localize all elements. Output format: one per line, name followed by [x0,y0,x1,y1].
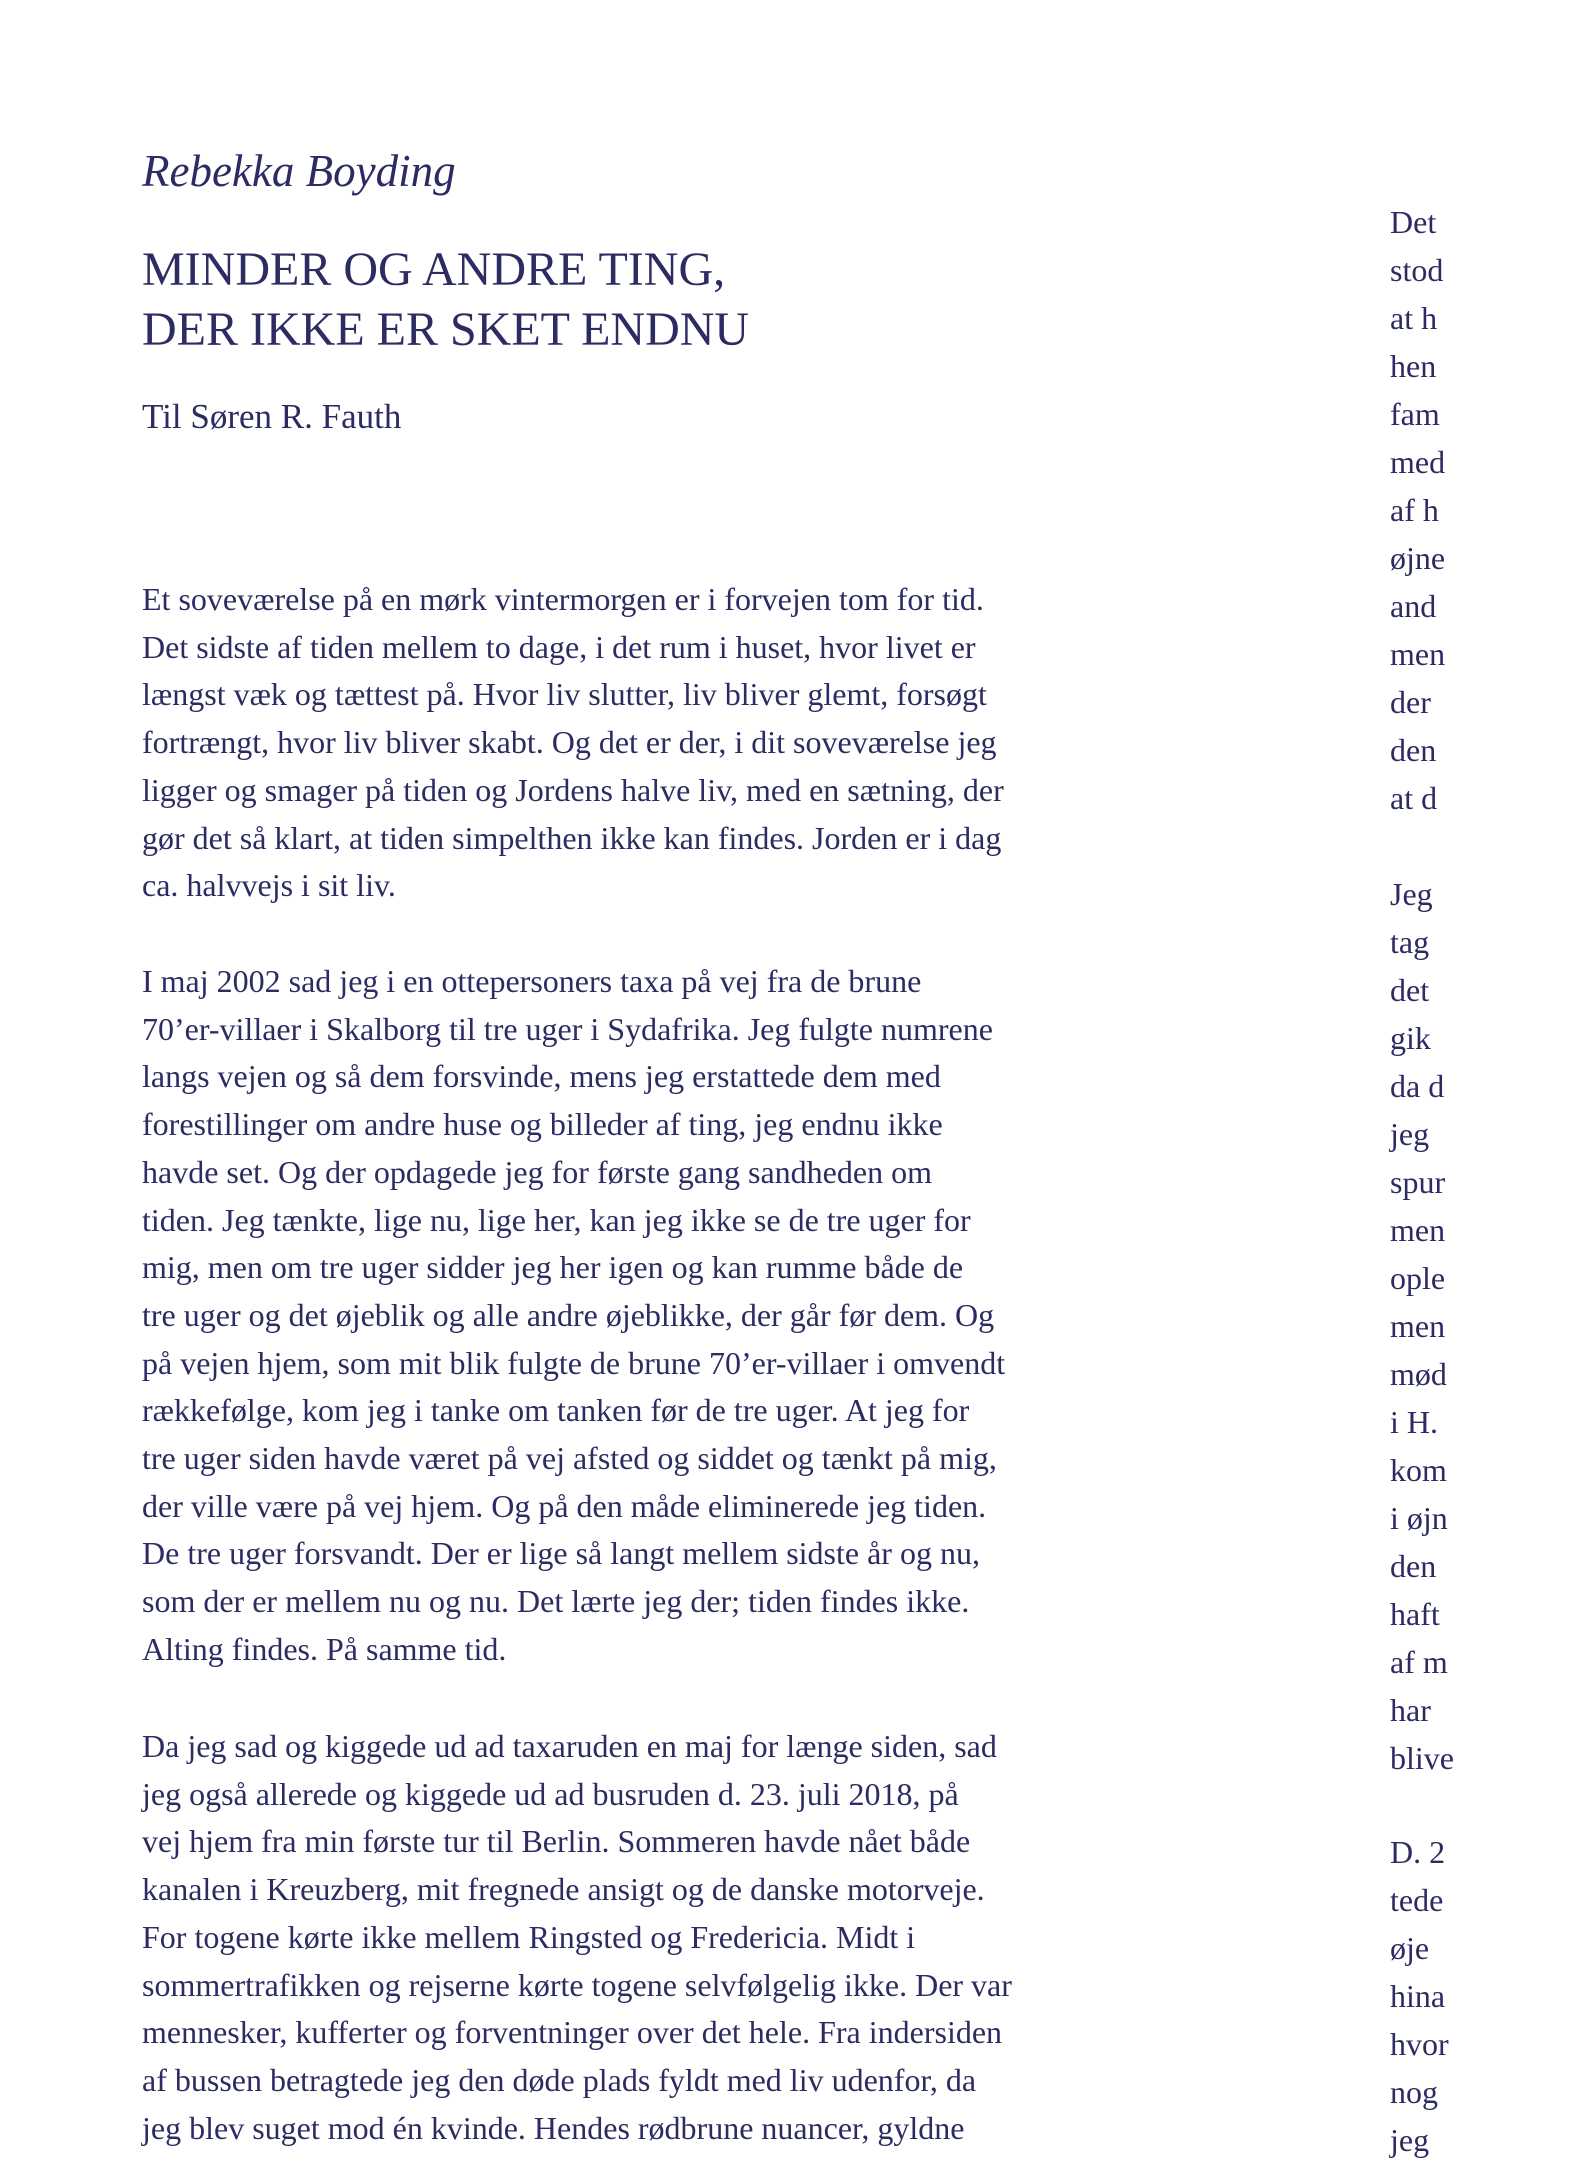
text-line: Alting findes. På samme tid. [142,1630,507,1667]
text-line: ligger og smager på tiden og Jordens halve liv, med en sætning, der [142,771,1004,808]
text-line: vej hjem fra min første tur til Berlin. Sommeren havde nået både [142,1823,971,1860]
text-fragment: med [1390,444,1446,480]
text-fragment: det [1390,972,1430,1008]
text-line: mennesker, kufferter og forventninger over det hele. Fra indersiden [142,2014,1003,2051]
text-line: jeg blev suget mod én kvinde. Hendes rødbrune nuancer, gyldne [142,2109,965,2146]
text-fragment: stod [1390,252,1444,288]
text-fragment: Jeg [1390,876,1433,912]
text-line: tre uger siden havde været på vej afsted og siddet og tænkt på mig, [142,1440,997,1477]
text-fragment: nog [1390,2074,1438,2110]
text-fragment: den [1390,1548,1437,1584]
text-fragment: Det [1390,204,1437,240]
text-line: Det sidste af tiden mellem to dage, i det rum i huset, hvor livet er [142,628,976,665]
title-line: MINDER OG ANDRE TING, [142,243,726,296]
text-fragment: har [1390,1692,1431,1728]
text-fragment: blive [1390,1740,1454,1776]
text-line: rækkefølge, kom jeg i tanke om tanken før de tre uger. At jeg for [142,1392,970,1429]
text-fragment: jeg [1390,2122,1430,2158]
text-line: jeg også allerede og kiggede ud ad busruden d. 23. juli 2018, på [142,1775,959,1812]
text-fragment: men [1390,1308,1446,1344]
text-fragment: øje [1390,1930,1430,1966]
text-fragment: ople [1390,1260,1446,1296]
text-line: tre uger og det øjeblik og alle andre øjeblikke, der går før dem. Og [142,1296,995,1333]
text-fragment: den [1390,732,1437,768]
text-fragment: and [1390,588,1437,624]
text-fragment: haft [1390,1596,1440,1632]
text-fragment: da d [1390,1068,1445,1104]
text-line: langs vejen og så dem forsvinde, mens jeg erstattede dem med [142,1058,941,1095]
text-line: kanalen i Kreuzberg, mit fregnede ansigt og de danske motorveje. [142,1871,985,1908]
text-line: af bussen betragtede jeg den døde plads fyldt med liv udenfor, da [142,2061,977,2098]
title-line: DER IKKE ER SKET ENDNU [142,303,750,356]
text-fragment: øjne [1390,540,1446,576]
text-line: sommertrafikken og rejserne kørte togene selvfølgelig ikke. Der var [142,1966,1012,2003]
text-fragment: af h [1390,492,1439,528]
text-line: som der er mellem nu og nu. Det lærte jeg der; tiden findes ikke. [142,1583,970,1620]
text-line: havde set. Og der opdagede jeg for første gang sandheden om [142,1153,932,1190]
text-fragment: men [1390,636,1446,672]
text-fragment: at d [1390,780,1438,816]
text-fragment: kom [1390,1452,1447,1488]
text-fragment: spur [1390,1164,1446,1200]
right-paragraph-1 [1390,198,1445,822]
right-paragraph-2 [1390,870,1454,1782]
text-fragment: jeg [1390,1116,1430,1152]
text-fragment: i øjn [1390,1500,1448,1536]
text-fragment: tag [1390,924,1430,960]
text-line: på vejen hjem, som mit blik fulgte de brune 70’er-villaer i omvendt [142,1344,1006,1381]
text-line: Et soveværelse på en mørk vintermorgen er i forvejen tom for tid. [142,581,984,617]
text-fragment: hen [1390,348,1437,384]
text-fragment: i H. [1390,1404,1438,1440]
text-line: De tre uger forsvandt. Der er lige så langt mellem sidste år og nu, [142,1535,980,1572]
text-fragment: der [1390,684,1431,720]
text-line: forestillinger om andre huse og billeder af ting, jeg endnu ikke [142,1106,943,1143]
paragraph-3 [142,1723,1012,2152]
text-fragment: af m [1390,1644,1448,1680]
text-fragment: D. 2 [1390,1834,1446,1870]
text-fragment: men [1390,1212,1446,1248]
text-fragment: mød [1390,1356,1447,1392]
chapter-title [142,240,749,360]
text-line: Da jeg sad og kiggede ud ad taxaruden en maj for længe siden, sad [142,1728,997,1764]
text-line: mig, men om tre uger sidder jeg her igen og kan rumme både de [142,1249,964,1286]
text-line: gør det så klart, at tiden simpelthen ikke kan findes. Jorden er i dag [142,819,1002,856]
text-fragment: at h [1390,300,1438,336]
dedication: Til Søren R. Fauth [142,397,402,436]
author-name: Rebekka Boyding [142,146,456,196]
text-fragment: hina [1390,1978,1446,2014]
text-fragment: gik [1390,1020,1431,1056]
text-fragment: hvor [1390,2026,1449,2062]
text-line: For togene kørte ikke mellem Ringsted og Fredericia. Midt i [142,1918,916,1955]
text-line: I maj 2002 sad jeg i en ottepersoners taxa på vej fra de brune [142,963,922,999]
text-line: ca. halvvejs i sit liv. [142,867,396,904]
text-line: der ville være på vej hjem. Og på den måde eliminerede jeg tiden. [142,1487,987,1524]
paragraph-2 [142,958,1005,1674]
text-fragment: tede [1390,1882,1444,1918]
text-line: tiden. Jeg tænkte, lige nu, lige her, kan jeg ikke se de tre uger for [142,1201,971,1238]
text-line: fortrængt, hvor liv bliver skabt. Og det er der, i dit soveværelse jeg [142,724,997,761]
text-line: 70’er-villaer i Skalborg til tre uger i Sydafrika. Jeg fulgte numrene [142,1010,993,1047]
right-paragraph-3 [1390,1828,1449,2164]
text-fragment: fam [1390,396,1440,432]
paragraph-1 [142,576,1004,910]
text-line: længst væk og tættest på. Hvor liv slutter, liv bliver glemt, forsøgt [142,676,987,713]
